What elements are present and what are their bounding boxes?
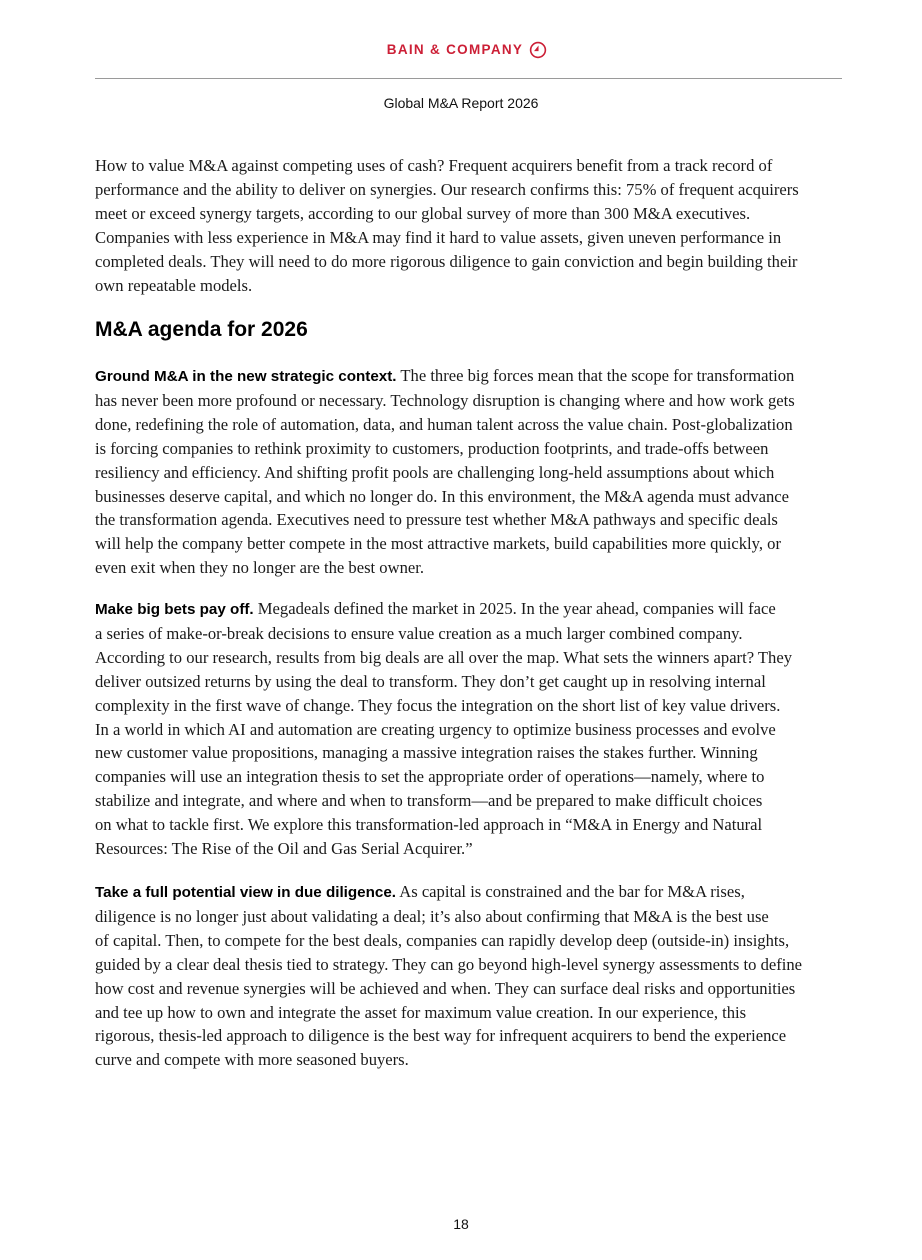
text-line: meet or exceed synergy targets, according to our global survey of more than 300 M&A executives.	[95, 203, 751, 223]
brand-wordmark: BAIN & COMPANY	[386, 42, 524, 57]
text-line: completed deals. They will need to do more rigorous diligence to gain conviction and begin building their	[95, 251, 798, 271]
text-line: own repeatable models.	[95, 275, 253, 295]
text-line: complexity in the first wave of change. They focus the integration on the short list of key value drivers.	[95, 695, 781, 715]
agenda-item-lead: Take a full potential view in due diligence.	[95, 884, 396, 901]
report-title: Global M&A Report 2026	[383, 95, 539, 111]
agenda-item-due-diligence	[95, 880, 802, 1072]
text-line: done, redefining the role of automation, data, and human talent across the value chain. Post-globalization	[95, 414, 793, 434]
page-number: 18	[453, 1216, 469, 1232]
text-line: rigorous, thesis-led approach to diligence is the best way for infrequent acquirers to bend the experience	[95, 1026, 787, 1046]
text-line: resiliency and efficiency. And shifting profit pools are challenging long-held assumptions about which	[95, 462, 775, 482]
text-line: a series of make-or-break decisions to ensure value creation as a much larger combined company.	[95, 623, 743, 643]
text-line: how cost and revenue synergies will be achieved and when. They can surface deal risks and opportunities	[95, 978, 796, 998]
agenda-item-lead: Make big bets pay off.	[95, 601, 254, 618]
agenda-item-lead: Ground M&A in the new strategic context.	[95, 368, 397, 385]
text-line: Resources: The Rise of the Oil and Gas Serial Acquirer.”	[95, 839, 473, 859]
agenda-item-strategic-context	[95, 364, 795, 580]
section-heading: M&A agenda for 2026	[95, 318, 308, 341]
header-divider	[95, 78, 842, 79]
brand-header	[0, 40, 922, 60]
text-line: stabilize and integrate, and where and when to transform—and be prepared to make difficult choices	[95, 791, 763, 811]
text-line: the transformation agenda. Executives need to pressure test whether M&A pathways and specific deals	[95, 510, 778, 530]
text-line: new customer value propositions, managing a massive integration raises the stakes further. Winning	[95, 743, 758, 763]
text-line: of capital. Then, to compete for the best deals, companies can rapidly develop deep (outside-in) insights,	[95, 930, 790, 950]
bain-circle-logo-icon	[529, 41, 547, 59]
text-line: How to value M&A against competing uses of cash? Frequent acquirers benefit from a track record of	[95, 156, 773, 175]
intro-paragraph	[95, 154, 799, 297]
text-line: even exit when they no longer are the best owner.	[95, 558, 424, 578]
text-line: on what to tackle first. We explore this transformation-led approach in “M&A in Energy and Natural	[95, 815, 763, 835]
text-line: guided by a clear deal thesis tied to strategy. They can go beyond high-level synergy assessments to define	[95, 954, 803, 974]
text-line: deliver outsized returns by using the deal to transform. They don’t get caught up in resolving internal	[95, 671, 766, 691]
text-line: businesses deserve capital, and which no longer do. In this environment, the M&A agenda must advance	[95, 486, 789, 506]
text-line: has never been more profound or necessary. Technology disruption is changing where and how work gets	[95, 390, 795, 410]
text-line: The three big forces mean that the scope for transformation	[396, 366, 795, 385]
text-line: companies will use an integration thesis to set the appropriate order of operations—namely, where to	[95, 767, 765, 787]
text-line: performance and the ability to deliver on synergies. Our research confirms this: 75% of frequent acquirers	[95, 179, 799, 199]
text-line: will help the company better compete in the most attractive markets, build capabilities more quickly, or	[95, 534, 781, 554]
agenda-item-big-bets	[95, 597, 792, 861]
text-line: diligence is no longer just about validating a deal; it’s also about confirming that M&A is the best use	[95, 906, 769, 926]
text-line: Companies with less experience in M&A may find it hard to value assets, given uneven performance in	[95, 227, 782, 247]
text-line: In a world in which AI and automation are creating urgency to optimize business processes and evolve	[95, 719, 776, 739]
text-line: As capital is constrained and the bar for M&A rises,	[396, 882, 745, 901]
text-line: and tee up how to own and integrate the asset for maximum value creation. In our experience, this	[95, 1002, 747, 1022]
text-line: is forcing companies to rethink proximity to customers, production footprints, and trade-offs between	[95, 438, 769, 458]
text-line: According to our research, results from big deals are all over the map. What sets the winners apart? They	[95, 647, 793, 667]
text-line: curve and compete with more seasoned buyers.	[95, 1050, 409, 1070]
text-line: Megadeals defined the market in 2025. In the year ahead, companies will face	[253, 599, 776, 618]
